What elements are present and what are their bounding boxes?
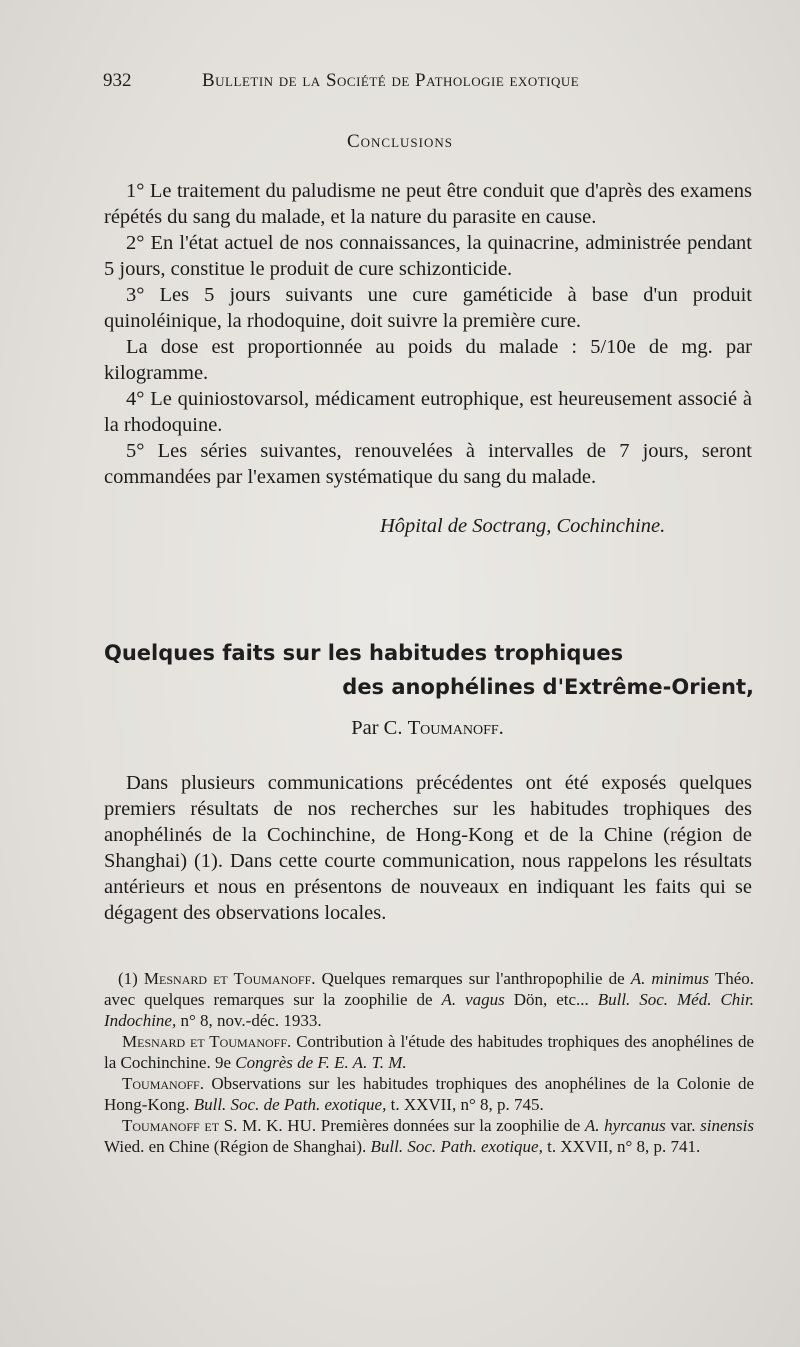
author-prefix: Par C. (351, 717, 408, 739)
footnote-3 (104, 1073, 754, 1115)
page-number: 932 (103, 70, 132, 91)
footnote-authors: Mesnard et Toumanoff. (122, 1032, 292, 1051)
conclusion-paragraph-6: 5° Les séries suivantes, renouvelées à intervalles de 7 jours, seront commandées par l'examen systématique du sang du malade. (104, 440, 752, 488)
article-title-line-1: Quelques faits sur les habitudes trophiques (104, 641, 624, 665)
variety-name: sinensis (700, 1116, 755, 1135)
article-title-line-2: des anophélines d'Extrême-Orient, (342, 675, 754, 699)
conclusion-paragraph-4: La dose est proportionnée au poids du malade : 5/10e de mg. par kilogramme. (104, 336, 752, 384)
footnote-authors: Toumanoff. (122, 1074, 204, 1093)
article-author (0, 717, 800, 740)
conclusion-paragraph-3: 3° Les 5 jours suivants une cure gaméticide à base d'un produit quinoléinique, la rhodoquine, doit suivre la première cure. (104, 284, 752, 332)
footnote-text: Contribution à l'étude des habitudes trophiques des anophélines de la Cochinchine. 9e (104, 1032, 754, 1072)
conclusion-paragraph-1: 1° Le traitement du paludisme ne peut être conduit que d'après des examens répétés du sang du malade, et la nature du parasite en cause. (104, 180, 752, 228)
footnote-text: Dön, etc... (504, 990, 598, 1009)
footnote-text: Quelques remarques sur l'anthropophilie de (315, 969, 631, 988)
footnote-authors: Mesnard et Toumanoff. (143, 969, 316, 988)
conclusion-paragraph-2: 2° En l'état actuel de nos connaissances, la quinacrine, administrée pendant 5 jours, constitue le produit de cure schizonticide. (104, 232, 752, 280)
author-name: Toumanoff. (407, 717, 504, 739)
footnote-1 (104, 968, 754, 1031)
footnote-text: t. XXVII, n° 8, p. 745. (386, 1095, 544, 1114)
species-name: A. vagus (441, 990, 505, 1009)
footnote-text: t. XXVII, n° 8, p. 741. (542, 1137, 701, 1156)
footnote-text: var. (665, 1116, 701, 1135)
congress-citation: Congrès de F. E. A. T. M. (235, 1053, 407, 1072)
conclusions-heading: Conclusions (346, 131, 453, 152)
running-head (103, 70, 751, 98)
footnote-text: Théo. avec quelques remarques sur la zoophilie de (104, 969, 754, 1009)
species-name: A. hyrcanus (584, 1116, 666, 1135)
footnote-marker: (1) (118, 969, 144, 988)
footnote-4 (104, 1115, 754, 1157)
journal-citation: Bull. Soc. Path. exotique, (370, 1137, 543, 1156)
footnotes (104, 968, 754, 1157)
article-intro (104, 770, 752, 926)
conclusion-paragraph-5: 4° Le quiniostovarsol, médicament eutrophique, est heureusement associé à la rhodoquine. (104, 388, 752, 436)
footnote-text: n° 8, nov.-déc. 1933. (176, 1011, 322, 1030)
journal-citation: Bull. Soc. de Path. exotique, (193, 1095, 387, 1114)
footnote-text: Premières données sur la zoophilie de (316, 1116, 585, 1135)
species-name: A. minimus (630, 969, 710, 988)
conclusions-body (104, 178, 752, 490)
footnote-text: Wied. en Chine (Région de Shanghai). (104, 1137, 371, 1156)
journal-citation: Bull. Soc. Méd. Chir. Indochine, (104, 990, 754, 1030)
footnote-text: Observations sur les habitudes trophiques des anophélines de la Colonie de Hong-Kong. (104, 1074, 754, 1114)
journal-title: Bulletin de la Société de Pathologie exotique (202, 70, 580, 91)
signature-location: Hôpital de Soctrang, Cochinchine. (380, 515, 666, 537)
footnote-authors: Toumanoff et S. M. K. HU. (122, 1116, 317, 1135)
intro-paragraph: Dans plusieurs communications précédentes ont été exposés quelques premiers résultats de nos recherches sur les habitudes trophiques des anophélinés de la Cochinchine, de Hong-Kong et de la Chine (région de Shanghai) (1). Dans cette courte communication, nous rappelons les résultats antérieurs et nous en présentons de nouveaux en indiquant les faits qui se dégagent des observations locales. (104, 772, 752, 924)
footnote-2 (104, 1031, 754, 1073)
